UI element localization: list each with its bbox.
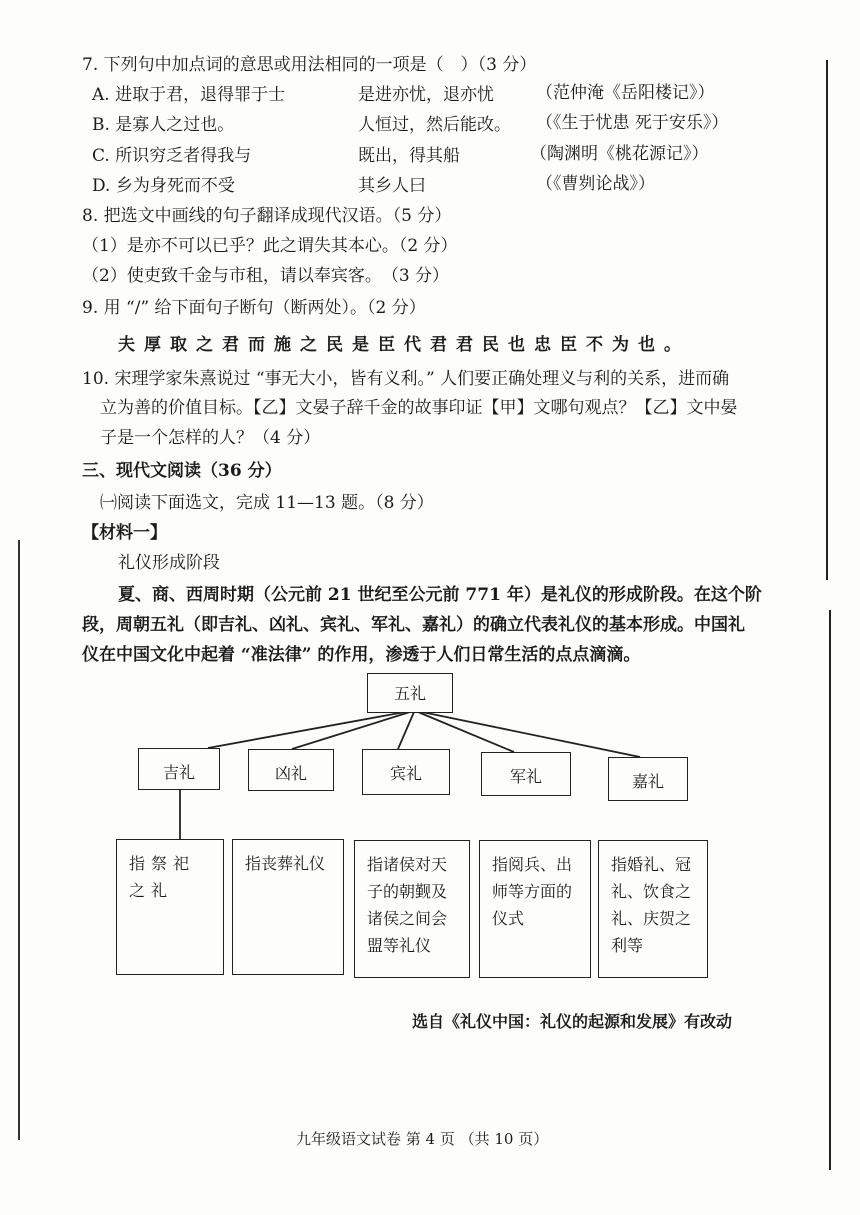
- diagram-node-label: 吉礼: [162, 763, 195, 782]
- material-one-label: 【材料一】: [82, 523, 167, 543]
- diagram-desc-jili: [116, 839, 224, 975]
- q7-option-b-mid: 人恒过，然后能改。: [358, 115, 511, 135]
- q7-option-a-src: （范仲淹《岳阳楼记》）: [536, 83, 715, 103]
- q7-option-b-src: （《生于忧患 死于安乐》）: [536, 113, 729, 133]
- q8-stem: 8. 把选文中画线的句子翻译成现代汉语。（5 分）: [82, 206, 452, 226]
- diagram-desc-text: 指婚礼、冠礼、饮食之礼、庆贺之利等: [611, 855, 692, 955]
- q7-option-c-src: （陶渊明《桃花源记》）: [530, 144, 709, 164]
- diagram-desc-text: 指阅兵、出师等方面的仪式: [492, 855, 573, 928]
- q10-line-2: 立为善的价值目标。【乙】文晏子辞千金的故事印证【甲】文哪句观点？【乙】文中晏: [100, 398, 738, 418]
- material-heading: 礼仪形成阶段: [118, 553, 220, 573]
- diagram-desc-xiongli: [232, 839, 344, 975]
- diagram-desc-text: 指祭祀之礼: [129, 854, 196, 900]
- material-para-line-1: 夏、商、西周时期（公元前 21 世纪至公元前 771 年）是礼仪的形成阶段。在这个阶: [118, 585, 762, 605]
- source-citation: 选自《礼仪中国：礼仪的起源和发展》有改动: [412, 1012, 733, 1031]
- diagram-node-label: 凶礼: [274, 764, 307, 783]
- diagram-desc-text: 指诸侯对天子的朝觐及诸侯之间会盟等礼仪: [367, 855, 448, 955]
- diagram-desc-junli: [479, 840, 591, 978]
- diagram-desc-jiali: [598, 840, 708, 978]
- diagram-node-label: 军礼: [509, 767, 542, 786]
- material-para-line-3: 仪在中国文化中起着 “准法律” 的作用，渗透于人们日常生活的点点滴滴。: [82, 645, 641, 665]
- q8-item-1: （1）是亦不可以已乎？此之谓失其本心。（2 分）: [82, 236, 458, 256]
- q7-stem: 7. 下列句中加点词的意思或用法相同的一项是（ ）（3 分）: [82, 55, 537, 75]
- diagram-root-node: [367, 673, 453, 713]
- diagram-node-jiali: [608, 757, 688, 801]
- diagram-desc-text: 指丧葬礼仪: [245, 854, 326, 873]
- q7-option-b-left: B. 是寡人之过也。: [92, 115, 235, 135]
- q8-item-2: （2）使吏致千金与市租，请以奉宾客。 （3 分）: [82, 266, 450, 286]
- diagram-node-jili: [138, 748, 220, 790]
- q10-line-3: 子是一个怎样的人？（4 分）: [100, 428, 321, 448]
- q7-option-c-left: C. 所识穷乏者得我与: [92, 146, 252, 166]
- diagram-node-label: 嘉礼: [631, 772, 664, 791]
- diagram-node-junli: [481, 752, 571, 796]
- q7-option-a-mid: 是进亦忧，退亦忧: [358, 85, 494, 105]
- q7-option-d-src: （《曹刿论战》）: [536, 174, 655, 194]
- material-para-line-2: 段，周朝五礼（即吉礼、凶礼、宾礼、军礼、嘉礼）的确立代表礼仪的基本形成。中国礼: [82, 615, 745, 635]
- diagram-root-label: 五礼: [393, 684, 426, 703]
- section-3-subtitle: ㈠阅读下面选文，完成 11—13 题。（8 分）: [100, 493, 434, 513]
- q7-option-d-mid: 其乡人曰: [358, 176, 426, 196]
- diagram-node-binli: [362, 749, 450, 795]
- diagram-node-label: 宾礼: [389, 764, 422, 783]
- section-3-title: 三、现代文阅读（36 分）: [82, 461, 282, 481]
- q7-option-d-left: D. 乡为身死而不受: [92, 176, 235, 196]
- q10-line-1: 10. 宋理学家朱熹说过 “事无大小，皆有义利。” 人们要正确处理义与利的关系，进而确: [82, 369, 730, 389]
- page-footer: 九年级语文试卷 第 4 页 （共 10 页）: [296, 1130, 549, 1148]
- q9-stem: 9. 用 “/” 给下面句子断句（断两处）。（2 分）: [82, 298, 426, 318]
- q7-option-c-mid: 既出，得其船: [358, 146, 460, 166]
- diagram-node-xiongli: [248, 749, 334, 791]
- q7-option-a-left: A. 进取于君，退得罪于士: [92, 85, 286, 105]
- diagram-desc-binli: [354, 840, 470, 978]
- q9-sentence: 夫厚取之君而施之民是臣代君君民也忠臣不为也。: [118, 335, 690, 355]
